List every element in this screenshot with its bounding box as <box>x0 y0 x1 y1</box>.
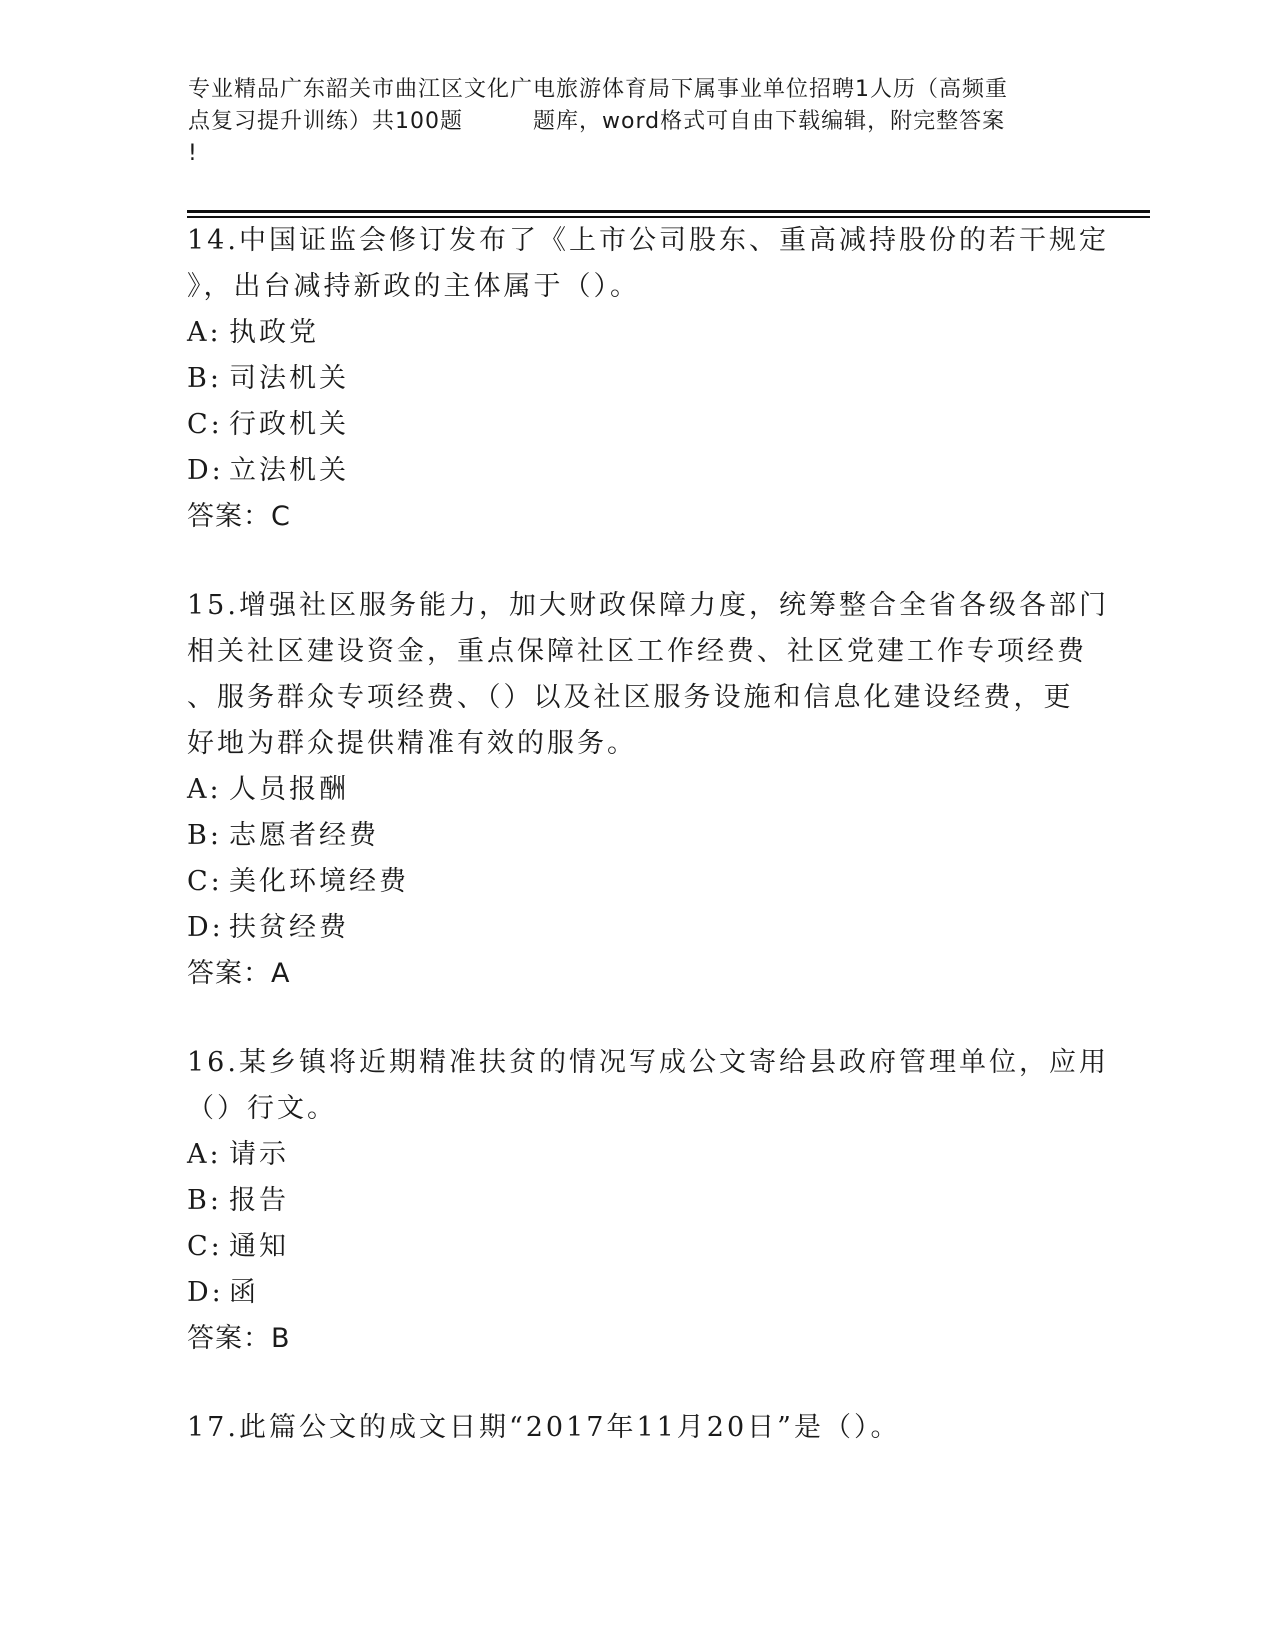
option-letter: A: <box>187 774 222 805</box>
header-line-3: ! <box>188 141 198 166</box>
header-line-1: 专业精品广东韶关市曲江区文化广电旅游体育局下属事业单位招聘1人历（高频重 <box>188 77 1008 102</box>
option-letter: B: <box>187 363 222 394</box>
question-text-line: 15.增强社区服务能力，加大财政保障力度，统筹整合全省各级各部门 <box>187 590 1109 621</box>
question-17 <box>187 1405 1087 1451</box>
header-divider <box>187 210 1150 218</box>
answer-line: 答案：C <box>187 501 291 532</box>
header-line-2-left: 点复习提升训练）共100题 <box>188 109 463 134</box>
question-text-line: 、服务群众专项经费、（）以及社区服务设施和信息化建设经费，更 <box>187 682 1074 713</box>
question-14 <box>187 218 1109 540</box>
header-line-2 <box>188 106 1088 138</box>
option-letter: D: <box>187 1277 224 1308</box>
option-c <box>187 402 1087 448</box>
option-letter: C: <box>187 866 223 897</box>
option-b <box>187 813 1087 859</box>
question-text-line: 》，出台减持新政的主体属于（）。 <box>187 271 640 302</box>
option-c <box>187 1224 1087 1270</box>
option-d <box>187 448 1087 494</box>
option-text: 执政党 <box>229 317 319 348</box>
option-a <box>187 1132 1087 1178</box>
option-letter: C: <box>187 1231 223 1262</box>
option-a <box>187 767 1087 813</box>
option-text: 通知 <box>229 1231 289 1262</box>
question-16 <box>187 1040 1109 1362</box>
option-letter: A: <box>187 1139 222 1170</box>
answer-line: 答案：A <box>187 958 291 989</box>
option-letter: A: <box>187 317 222 348</box>
option-letter: D: <box>187 912 224 943</box>
option-letter: B: <box>187 820 222 851</box>
question-text-line: 14.中国证监会修订发布了《上市公司股东、重高减持股份的若干规定 <box>187 225 1109 256</box>
question-list <box>187 218 1109 1494</box>
option-d <box>187 905 1087 951</box>
option-text: 扶贫经费 <box>229 912 349 943</box>
document-header <box>188 74 1088 170</box>
option-text: 美化环境经费 <box>229 866 409 897</box>
option-text: 人员报酬 <box>229 774 349 805</box>
question-text-line: 17.此篇公文的成文日期“2017年11月20日”是（）。 <box>187 1412 901 1443</box>
question-text-line: 好地为群众提供精准有效的服务。 <box>187 728 637 759</box>
option-b <box>187 1178 1087 1224</box>
option-b <box>187 356 1087 402</box>
option-text: 行政机关 <box>229 409 349 440</box>
answer-line: 答案：B <box>187 1323 291 1354</box>
option-c <box>187 859 1087 905</box>
option-letter: D: <box>187 455 224 486</box>
option-text: 志愿者经费 <box>229 820 379 851</box>
header-line-2-right: 题库，word格式可自由下载编辑，附完整答案 <box>533 109 1006 134</box>
question-15 <box>187 583 1109 997</box>
option-d <box>187 1270 1087 1316</box>
option-a <box>187 310 1087 356</box>
question-text-line: （）行文。 <box>187 1093 337 1124</box>
option-letter: B: <box>187 1185 222 1216</box>
option-text: 函 <box>229 1277 259 1308</box>
option-text: 司法机关 <box>229 363 349 394</box>
option-text: 请示 <box>229 1139 289 1170</box>
option-text: 立法机关 <box>229 455 349 486</box>
option-text: 报告 <box>229 1185 289 1216</box>
question-text-line: 16.某乡镇将近期精准扶贫的情况写成公文寄给县政府管理单位，应用 <box>187 1047 1109 1078</box>
option-letter: C: <box>187 409 223 440</box>
question-text-line: 相关社区建设资金，重点保障社区工作经费、社区党建工作专项经费 <box>187 636 1087 667</box>
